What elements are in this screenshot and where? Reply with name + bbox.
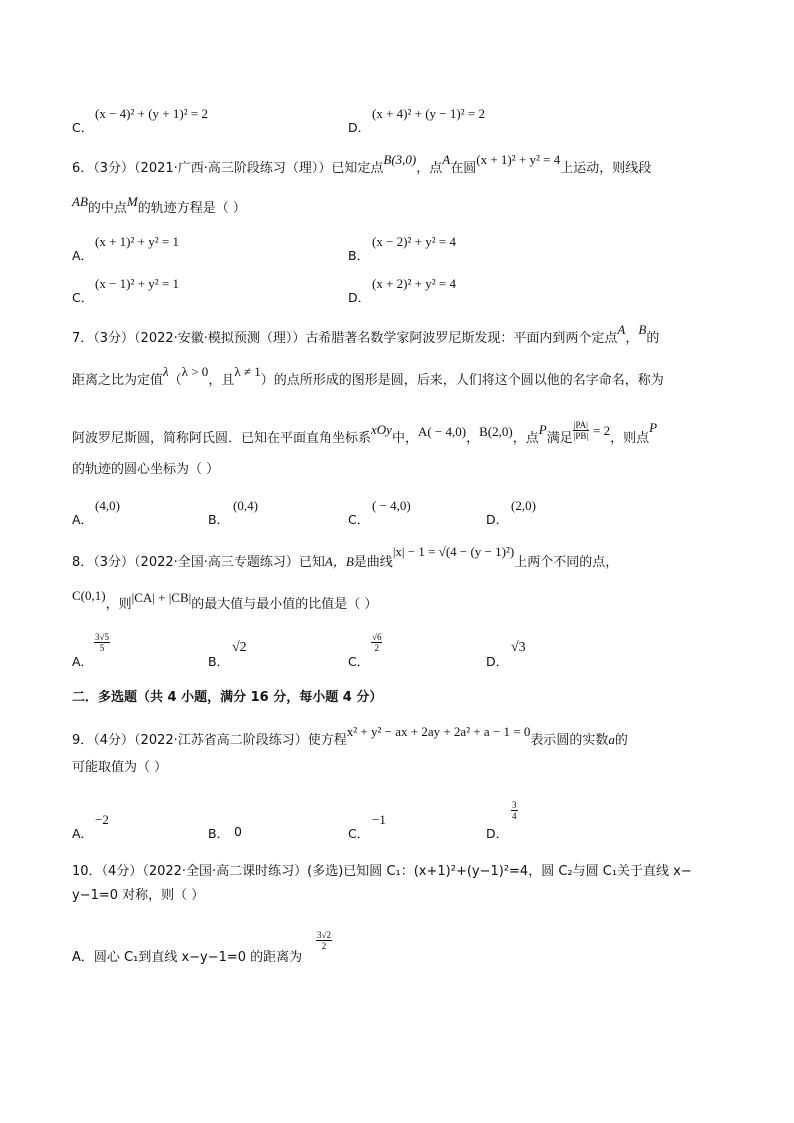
q7-line4: 的轨迹的圆心坐标为（ ） [72,462,220,477]
q7-ratio-denominator: |PB| [573,431,589,441]
q5-option-d-letter: D． [348,120,371,135]
q5-option-c-letter: C． [72,120,94,135]
q7-ratio-numerator: |PA| [573,420,588,430]
q7-lambda-positive: λ > 0 [181,364,209,379]
q7-text: ，且 [208,373,235,388]
q7-text: 7．（3分）（2022·安徽·模拟预测（理））古希腊著名数学家阿波罗尼斯发现：平面内到两个定点 [72,331,618,346]
q7-point-a-coords: A( − 4,0) [417,424,467,439]
q9-option-d-numerator: 3 [512,800,517,810]
q6-option-d-letter: D． [348,290,371,305]
q7-text: 距离之比为定值 [72,373,164,388]
q7-ratio-equals: = 2 [593,422,611,438]
q8-line1 [72,544,619,571]
q8-option-c-letter: C． [348,654,370,669]
q7-point-a: A [617,322,626,337]
q10-option-a-denominator: 2 [321,941,327,951]
q10-option-a-numerator: 3√2 [317,930,331,940]
q8-option-a-fraction [94,632,110,653]
q7-text: 的 [646,331,660,346]
q8-option-c-denominator: 2 [374,643,379,653]
q7-text: ， [625,331,639,346]
q6-option-c-letter: C． [72,290,94,305]
q7-text: ， [466,431,480,446]
q7-text: ）的点所形成的图形是圆，后来，人们将这个圆以他的名字命名，称为 [260,373,664,388]
q6-point-m: M [126,194,138,209]
q7-option-d-letter: D． [486,512,509,527]
q10-line2: y−1=0 对称，则（ ） [72,888,205,903]
q6-circle-eq: (x + 1)² + y² = 4 [476,152,561,167]
q8-option-a-numerator: 3√5 [95,632,109,642]
q8-points-ab: A，B [324,554,354,569]
q6-point-a: A [442,152,451,167]
q8-text: 的最大值与最小值的比值是（ ） [191,597,378,612]
q6-option-b-expr: (x − 2)² + y² = 4 [372,234,456,249]
q9-option-a-letter: A． [72,826,94,841]
q6-text: 上运动，则线段 [560,161,652,176]
q8-option-b-letter: B． [208,654,230,669]
q9-option-c-expr: −1 [372,812,386,827]
q8-option-a-denominator: 5 [99,643,105,653]
q7-text: ，则点 [610,431,650,446]
q8-option-d-expr: √3 [511,640,526,655]
q10-option-a [72,950,302,966]
q8-option-b-expr: √2 [232,640,247,655]
q6-option-b-letter: B． [348,248,370,263]
q6-segment: AB [72,194,88,209]
q7-text: （ [168,373,182,388]
q7-option-b-letter: B． [208,512,230,527]
q6-point-b: B(3,0) [383,152,417,167]
q7-line1 [72,322,660,347]
q6-text: 的中点 [87,201,127,216]
q6-option-a-expr: (x + 1)² + y² = 1 [95,234,179,249]
q7-option-c-expr: ( − 4,0) [372,498,411,513]
q9-option-b-expr: 0 [234,824,242,839]
q7-point-b-coords: B(2,0) [479,424,513,439]
q8-option-c-fraction [371,632,382,653]
q7-text: 满足 [546,431,573,446]
q8-option-a-letter: A． [72,654,94,669]
q7-line2 [72,364,664,389]
q7-point-p: P [538,422,547,437]
q7-point-b: B [638,322,647,337]
q9-equation: x² + y² − ax + 2ay + 2a² + a − 1 = 0 [346,724,531,739]
q9-variable-a: a [608,732,615,747]
q8-text: 上两个不同的点， [514,555,619,570]
q8-text: ，则 [105,597,132,612]
q8-option-c-numerator: √6 [372,632,382,642]
q6-line1 [72,152,652,177]
q8-point-c: C(0,1) [72,588,106,603]
q8-option-d-letter: D． [486,654,509,669]
q7-option-a-letter: A． [72,512,94,527]
q7-option-c-letter: C． [348,512,370,527]
q7-ratio [573,420,610,441]
q9-line2: 可能取值为（ ） [72,760,168,775]
q9-text: 表示圆的实数 [530,733,609,748]
q7-lambda-not-one: λ ≠ 1 [234,364,261,379]
q9-option-d-denominator: 4 [512,811,517,821]
q9-line1 [72,724,628,749]
q10-option-a-fraction [316,930,332,951]
q7-point-p: P [649,420,658,435]
q8-line2 [72,588,378,613]
q7-lambda: λ [163,364,169,379]
q7-text: 中， [391,431,418,446]
q8-text: 8．（3分）（2022·全国·高三专题练习）已知 [72,555,325,570]
q6-text: 的轨迹方程是（ ） [137,201,246,216]
section-heading-multiple-choice: 二．多选题（共 4 小题，满分 16 分，每小题 4 分） [72,690,383,705]
q6-option-c-expr: (x − 1)² + y² = 1 [95,276,179,291]
q10-option-a-text: A．圆心 C₁到直线 x−y−1=0 的距离为 [72,950,303,965]
q9-text: 的 [614,733,628,748]
q7-text: ，点 [512,431,539,446]
q7-option-d-expr: (2,0) [511,498,536,513]
q9-option-a-expr: −2 [95,812,109,827]
q9-option-d-fraction [511,800,518,821]
q6-option-a-letter: A． [72,248,94,263]
q8-curve-eq: |x| − 1 = √(4 − (y − 1)²) [392,544,515,559]
q6-text: ，点 [416,161,443,176]
q5-option-d-expr: (x + 4)² + (y − 1)² = 2 [372,106,485,121]
q7-option-a-expr: (4,0) [95,498,120,513]
q9-text: 9．（4分）（2022·江苏省高二阶段练习）使方程 [72,733,347,748]
q6-text: 在圆 [450,161,477,176]
q9-option-d-letter: D． [486,826,509,841]
q9-option-c-letter: C． [348,826,370,841]
q8-distance-sum: |CA| + |CB| [131,590,192,605]
q6-line2 [72,194,246,217]
q7-option-b-expr: (0,4) [233,498,258,513]
q7-line3 [72,420,658,455]
q6-text: 6．（3分）（2021·广西·高三阶段练习（理））已知定点 [72,161,384,176]
q7-text: 阿波罗尼斯圆，简称阿氏圆．已知在平面直角坐标系 [72,431,372,446]
q9-option-b-letter: B． [208,826,230,841]
q5-option-c-expr: (x − 4)² + (y + 1)² = 2 [95,106,208,121]
q6-option-d-expr: (x + 2)² + y² = 4 [372,276,456,291]
q7-ratio-fraction [573,420,589,441]
q7-xoy: xOy [371,422,392,437]
q10-line1: 10．（4分）（2022·全国·高二课时练习）(多选)已知圆 C₁：(x+1)²+(y−1)²=4，圆 C₂与圆 C₁关于直线 x− [72,864,692,879]
q8-text: 是曲线 [353,555,393,570]
